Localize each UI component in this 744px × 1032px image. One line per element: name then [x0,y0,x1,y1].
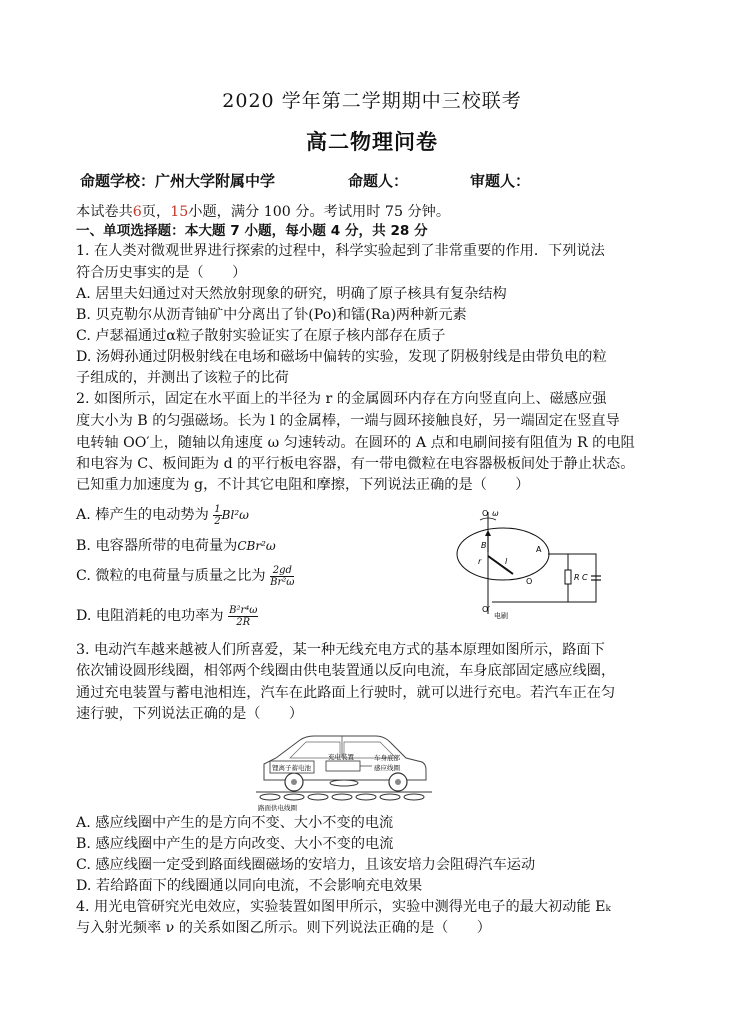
q3-option-c: C. 感应线圈一定受到路面线圈磁场的安培力，且该安培力会阻碍汽车运动 [76,857,536,873]
fig-a: A [536,545,542,554]
school-label: 命题学校：广州大学附属中学 [80,172,276,190]
q2-circuit-figure [448,506,608,622]
q1-option-b: B. 贝克勒尔从沥青铀矿中分离出了钋(Po)和镭(Ra)两种新元素 [76,307,467,323]
q4-stem-line1: 4. 用光电管研究光电效应，实验装置如图甲所示，实验中测得光电子的最大初动能 Eₖ [76,899,611,915]
fig-l: l [505,557,508,566]
q3-option-b: B. 感应线圈中产生的是方向改变、大小不变的电流 [76,836,394,852]
q3-stem-line3: 通过充电装置与蓄电池相连，汽车在此路面上行驶时，就可以进行充电。若汽车正在匀 [76,685,616,701]
fig-induction-coil: 感应线圈 [374,764,400,772]
q2-option-a: A. 棒产生的电动势为 $\frac{1}{2}$ Bl²ω [76,503,249,527]
fig-brush: 电刷 [494,612,508,620]
q3-stem-line2: 依次铺设圆形线圈，相邻两个线圈由供电装置通以反向电流，车身底部固定感应线圈， [76,663,616,679]
fig-o-top: O [482,509,489,518]
fig-omega: ω [492,509,499,518]
q1-option-a: A. 居里夫妇通过对天然放射现象的研究，明确了原子核具有复杂结构 [76,286,507,302]
q2-stem-line4: 和电容为 C、板间距为 d 的平行板电容器，有一带电微粒在电容器极板间处于静止状态。 [76,456,635,472]
fig-o-bot: O′ [482,605,491,614]
fig-body-bottom: 车身底部 [374,754,400,762]
section-heading: 一、单项选择题：本大题 7 小题，每小题 4 分，共 28 分 [76,223,428,239]
fig-c: C [582,573,588,582]
q2-stem-line2: 度大小为 B 的匀强磁场。长为 l 的金属棒，一端与圆环接触良好，另一端固定在竖直导 [76,413,620,429]
intro-line: 本试卷共6页，15小题，满分 100 分。考试用时 75 分钟。 [76,204,451,220]
q2-stem-line5: 已知重力加速度为 g，不计其它电阻和摩擦，下列说法正确的是（ ） [76,477,530,493]
q3-car-figure [256,728,432,812]
q1-option-d-line1: D. 汤姆孙通过阴极射线在电场和磁场中偏转的实验，发现了阴极射线是由带负电的粒 [76,349,607,365]
fig-r-resistor: R [574,573,580,582]
paper-subtitle: 高二物理问卷 [306,130,438,154]
fig-battery: 锂离子蓄电池 [272,764,311,772]
q1-option-d-line2: 子组成的，并测出了该粒子的比荷 [76,370,289,386]
q2-stem-line3: 电转轴 OO′上，随轴以角速度 ω 匀速转动。在圆环的 A 点和电刷间接有阻值为 R 的电阻 [76,435,635,451]
q3-stem-line4: 速行驶，下列说法正确的是（ ） [76,706,304,722]
reviewer-label: 审题人： [470,172,531,190]
author-label: 命题人： [348,172,409,190]
fig-road-coil: 路面供电线圈 [258,804,297,812]
q1-option-c: C. 卢瑟福通过α粒子散射实验证实了在原子核内部存在质子 [76,328,446,344]
q2-option-d: D. 电阻消耗的电功率为 $\frac{\text{B²r⁴ω}}{2R}$ [76,604,258,628]
q3-option-d: D. 若给路面下的线圈通以同向电流，不会影响充电效果 [76,878,423,894]
exam-title: 2020 学年第二学期期中三校联考 [222,90,522,112]
q3-option-a: A. 感应线圈中产生的是方向不变、大小不变的电流 [76,815,394,831]
fig-charger: 充电装置 [328,753,354,761]
q3-stem-line1: 3. 电动汽车越来越被人们所喜爱，某一种无线充电方式的基本原理如图所示，路面下 [76,642,605,658]
q4-stem-line2: 与入射光频率 ν 的关系如图乙所示。则下列说法正确的是（ ） [76,920,491,936]
question-count: 15 [170,204,189,220]
q1-stem-line2: 符合历史事实的是（ ） [76,265,247,281]
q2-stem-line1: 2. 如图所示，固定在水平面上的半径为 r 的金属圆环内存在方向竖直向上、磁感应强 [76,391,607,407]
q2-option-b: B. 电容器所带的电荷量为CBr²ω [76,538,276,554]
fig-r: r [478,557,482,566]
page-count: 6 [132,204,142,220]
fig-o-mid: O [526,577,533,586]
q1-stem-line1: 1. 在人类对微观世界进行探索的过程中，科学实验起到了非常重要的作用．下列说法 [76,243,605,259]
q2-option-c: C. 微粒的电荷量与质量之比为 $\frac{2gd}{\text{Br²ω}}$ [76,564,295,588]
fig-b: B [481,541,487,550]
